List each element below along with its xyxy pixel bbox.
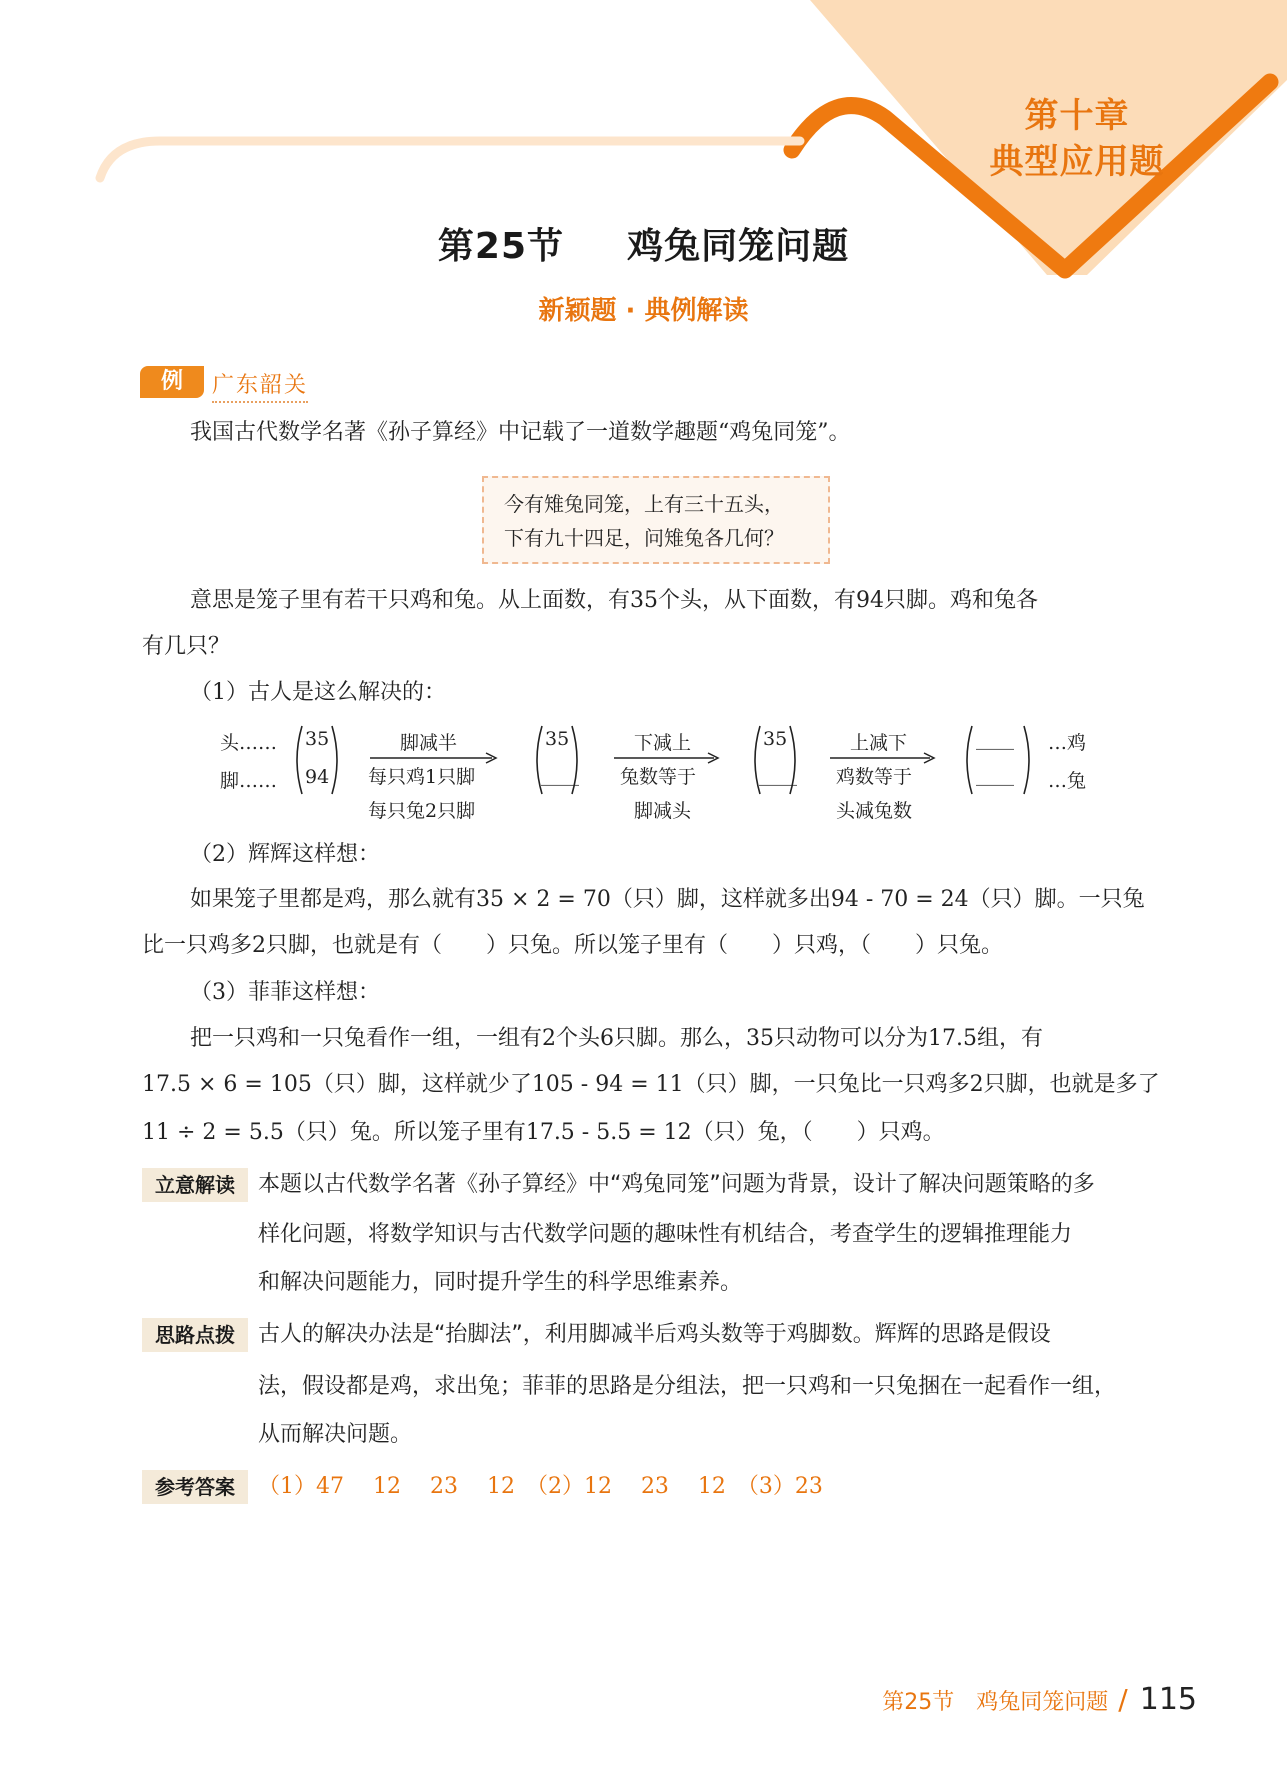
poem-line-2: 下有九十四足，问雉兔各几何？ (504, 526, 784, 550)
section-number: 第25节 (437, 226, 564, 267)
hint-label: 思路点拨 (142, 1318, 248, 1352)
step3-desc-2: 头减兔数 (836, 800, 913, 822)
section-name: 鸡兔同笼问题 (627, 226, 850, 267)
intent-label: 立意解读 (142, 1168, 248, 1202)
step3-label: 上减下 (850, 732, 908, 754)
intent-line-2: 样化问题，将数学知识与古代数学问题的趣味性有机结合，考查学生的逻辑推理能力 (258, 1222, 1073, 1247)
footer-section: 第25节 鸡兔同笼问题 (882, 1690, 1109, 1715)
step3-desc: 鸡数等于 (836, 766, 913, 788)
part3-line-3: 11 ÷ 2 = 5.5（只）兔。所以笼子里有17.5 - 5.5 = 12（只）兔，（ ）只鸡。 (142, 1120, 945, 1145)
part3-line-1: 把一只鸡和一只兔看作一组，一组有2个头6只脚。那么，35只动物可以分为17.5组，有 (190, 1026, 1043, 1051)
header-underline-arc (100, 141, 800, 178)
example-region: 广东韶关 (212, 368, 308, 403)
step2-blank: ____ (541, 764, 579, 786)
foot-label: 脚…… (220, 770, 278, 792)
example-badge: 例 (140, 366, 204, 398)
part3-heading: （3）菲菲这样想： (190, 980, 380, 1005)
step3-heads-value: 35 (763, 728, 788, 750)
answer-text: （1）47 12 23 12 （2）12 23 12 （3）23 (258, 1474, 823, 1499)
poem-box (482, 476, 830, 564)
step2-heads-value: 35 (545, 728, 570, 750)
step1-chicken: 每只鸡1只脚 (368, 766, 476, 788)
hint-line-1: 古人的解决办法是“抬脚法”，利用脚减半后鸡头数等于鸡脚数。辉辉的思路是假设 (258, 1322, 1051, 1347)
subtitle: 新颖题 · 典例解读 (538, 296, 749, 326)
step2-label: 下减上 (634, 732, 692, 754)
intro-text: 我国古代数学名著《孙子算经》中记载了一道数学趣题“鸡兔同笼”。 (190, 420, 851, 445)
page-footer (882, 1682, 1197, 1717)
heads-value: 35 (305, 728, 330, 750)
step2-desc-2: 脚减头 (634, 800, 692, 822)
chapter-name: 典型应用题 (989, 142, 1165, 182)
answer-label: 参考答案 (142, 1470, 248, 1504)
meaning-line-1: 意思是笼子里有若干只鸡和兔。从上面数，有35个头，从下面数，有94只脚。鸡和兔各 (190, 588, 1038, 613)
part3-line-2: 17.5 × 6 = 105（只）脚，这样就少了105 - 94 = 11（只）脚，一只兔比一只鸡多2只脚，也就是多了 (142, 1072, 1160, 1097)
part2-heading: （2）辉辉这样想： (190, 842, 380, 867)
footer-divider: / (1118, 1683, 1128, 1716)
hint-line-3: 从而解决问题。 (258, 1422, 413, 1447)
intent-line-1: 本题以古代数学名著《孙子算经》中“鸡兔同笼”问题为背景，设计了解决问题策略的多 (258, 1172, 1095, 1197)
rabbit-label: …兔 (1048, 770, 1087, 792)
part2-line-1: 如果笼子里都是鸡，那么就有35 × 2 = 70（只）脚，这样就多出94 - 70 = 24（只）脚。一只兔 (190, 887, 1145, 912)
step1-label: 脚减半 (400, 732, 458, 754)
head-label: 头…… (220, 732, 278, 754)
section-title (0, 218, 1287, 269)
step1-rabbit: 每只兔2只脚 (368, 800, 476, 822)
part2-line-2: 比一只鸡多2只脚，也就是有（ ）只兔。所以笼子里有（ ）只鸡，（ ）只兔。 (142, 933, 1003, 958)
hint-line-2: 法，假设都是鸡，求出兔；菲菲的思路是分组法，把一只鸡和一只兔捆在一起看作一组， (258, 1374, 1117, 1399)
rabbit-blank: ____ (976, 764, 1014, 786)
chapter-number: 第十章 (1024, 96, 1130, 136)
intent-line-3: 和解决问题能力，同时提升学生的科学思维素养。 (258, 1270, 743, 1295)
meaning-line-2: 有几只？ (142, 634, 231, 659)
step2-desc: 兔数等于 (620, 766, 697, 788)
chicken-label: …鸡 (1048, 732, 1087, 754)
poem-line-1: 今有雉兔同笼，上有三十五头， (504, 492, 784, 516)
feet-value: 94 (305, 766, 330, 788)
page-number: 115 (1139, 1682, 1197, 1717)
part1-heading: （1）古人是这么解决的： (190, 680, 446, 705)
step3-blank: ____ (759, 764, 797, 786)
chicken-blank: ____ (976, 728, 1014, 750)
